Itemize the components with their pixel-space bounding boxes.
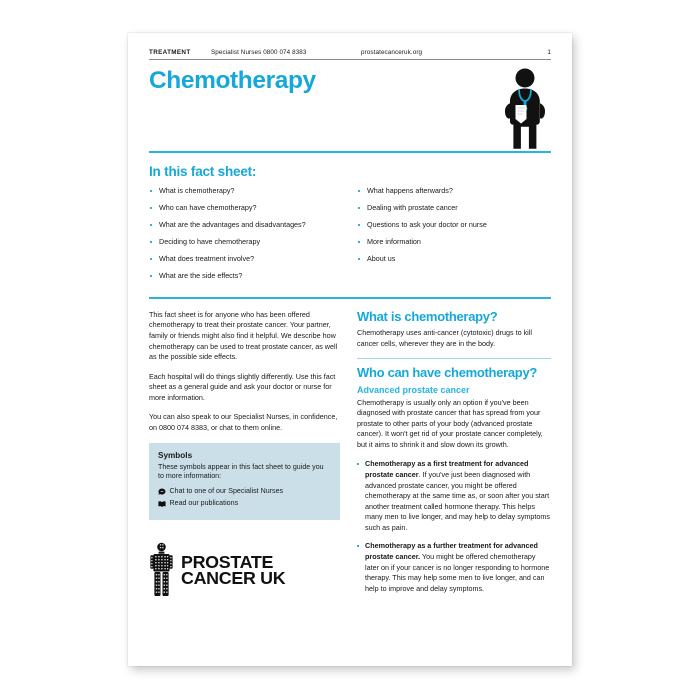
doctor-with-stethoscope-and-clipboard-icon xyxy=(495,67,553,151)
running-header xyxy=(149,49,551,59)
section-body-who-can-have-chemotherapy: Chemotherapy is usually only an option if you've been diagnosed with prostate cancer that has spread from your prostate to other parts of your body (advanced prostate cancer). It won't get rid of your prostate cancer completely, but it aims to shrink it and slow down its growth. xyxy=(357,397,543,449)
section-heading-what-is-chemotherapy: What is chemotherapy? xyxy=(357,308,498,324)
contents-item[interactable]: What happens afterwards? xyxy=(357,187,551,196)
prostate-cancer-uk-logo xyxy=(149,542,340,597)
title-band xyxy=(149,69,551,151)
contents-column-left xyxy=(149,187,343,289)
section-body-what-is-chemotherapy: Chemotherapy uses anti-cancer (cytotoxic) drugs to kill cancer cells, wherever they are in the body. xyxy=(357,328,532,348)
logo-wordmark xyxy=(181,551,286,588)
header-helpline: Specialist Nurses 0800 074 8383 xyxy=(211,49,307,56)
header-divider xyxy=(149,59,551,60)
symbol-legend-label: Read our publications xyxy=(169,499,239,508)
symbol-legend-item xyxy=(158,487,331,496)
bullet-rest: You might be offered chemotherapy later on if your cancer is no longer responding to hormone therapy. This may help some men to live longer, and can help to improve and delay symptoms. xyxy=(365,552,550,593)
right-column xyxy=(357,310,551,603)
header-category: TREATMENT xyxy=(149,49,191,56)
bullet-item xyxy=(357,459,551,533)
intro-paragraph-3: You can also speak to our Specialist Nurses, in confidence, on 0800 074 8383, or chat to them online. xyxy=(149,412,338,432)
contents-item[interactable]: Who can have chemotherapy? xyxy=(149,204,343,213)
symbols-title: Symbols xyxy=(158,450,193,460)
symbol-legend-item xyxy=(158,499,331,508)
header-website: prostatecanceruk.org xyxy=(361,49,423,56)
body-columns xyxy=(149,299,551,603)
subheading-advanced-prostate-cancer: Advanced prostate cancer xyxy=(357,384,470,395)
logo-line-1: PROSTATE xyxy=(181,551,274,572)
fact-sheet-page xyxy=(128,33,572,666)
who-can-bullet-list xyxy=(357,459,551,594)
section-divider xyxy=(357,358,551,359)
symbols-box xyxy=(149,443,340,521)
bullet-lead: Chemotherapy as a further treatment for advanced prostate cancer. xyxy=(365,541,538,562)
symbol-legend-label: Chat to one of our Specialist Nurses xyxy=(169,487,284,496)
intro-paragraph-1: This fact sheet is for anyone who has been offered chemotherapy to treat their prostate cancer. Your partner, family or friends might also find it helpful. We describe how chemotherapy can be used to treat prostate cancer, as well as the possible side effects. xyxy=(149,309,338,362)
contents-heading: In this fact sheet: xyxy=(149,163,257,179)
logo-line-2: CANCER UK xyxy=(181,567,286,588)
speech-bubble-icon xyxy=(158,488,166,496)
contents-item[interactable]: What is chemotherapy? xyxy=(149,187,343,196)
contents-item[interactable]: Dealing with prostate cancer xyxy=(357,204,551,213)
contents-item[interactable]: What are the side effects? xyxy=(149,272,343,281)
symbols-intro: These symbols appear in this fact sheet to guide you to more information: xyxy=(158,462,324,481)
left-column xyxy=(149,310,340,603)
prostate-cancer-uk-man-figure-icon xyxy=(149,542,174,597)
bullet-rest: . If you've just been diagnosed with advanced prostate cancer, you might be offered chemotherapy at the same time as, or soon after you start another treatment called hormone therapy. This helps many men to live longer, and may help to delay symptoms such as pain. xyxy=(365,469,550,532)
contents-item[interactable]: About us xyxy=(357,255,551,264)
bullet-item xyxy=(357,541,551,594)
page-number: 1 xyxy=(547,49,551,56)
bullet-lead: Chemotherapy as a first treatment for advanced prostate cancer xyxy=(365,459,529,479)
open-book-icon xyxy=(158,500,166,508)
contents-section xyxy=(149,153,551,297)
contents-item[interactable]: More information xyxy=(357,238,551,247)
intro-paragraph-2: Each hospital will do things slightly differently. Use this fact sheet as a general guide and ask your doctor or nurse for more information. xyxy=(149,371,336,402)
contents-column-right xyxy=(357,187,551,289)
contents-item[interactable]: What are the advantages and disadvantages? xyxy=(149,221,343,230)
contents-item[interactable]: Deciding to have chemotherapy xyxy=(149,238,343,247)
page-title: Chemotherapy xyxy=(149,67,316,95)
contents-item[interactable]: Questions to ask your doctor or nurse xyxy=(357,221,551,230)
section-heading-who-can-have-chemotherapy: Who can have chemotherapy? xyxy=(357,365,538,381)
contents-item[interactable]: What does treatment involve? xyxy=(149,255,343,264)
